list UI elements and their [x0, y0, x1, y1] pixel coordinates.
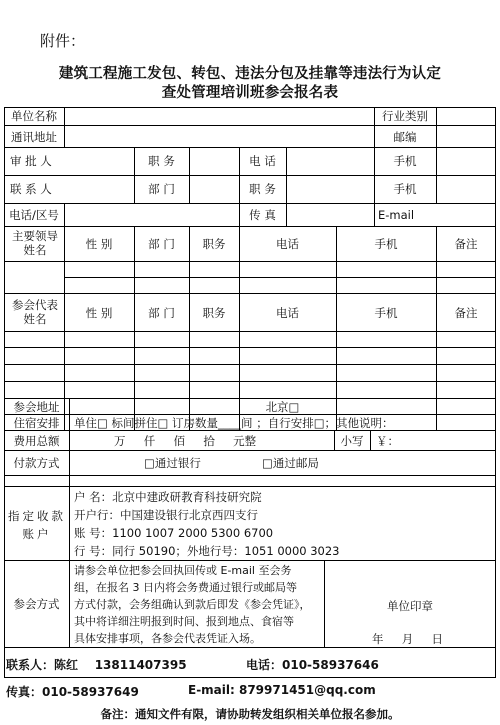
- approver-label: 审 批 人: [10, 154, 52, 168]
- payment-label: 付款方式: [13, 456, 60, 470]
- participation-line: 具体安排事项，各参会代表凭证入场。: [74, 632, 261, 645]
- participation-line: 方式付款，会务组确认到款后即发《参会凭证》，: [74, 598, 311, 611]
- account-number: 账 号：1100 1007 2000 5300 6700: [74, 526, 274, 540]
- account-code: 行 号：同行 50190；外地行号：1051 0000 3023: [74, 544, 340, 558]
- mobile-label: 手机: [393, 154, 417, 168]
- delegate-remark-header: 备注: [454, 306, 478, 320]
- leader-gender-header: 性 别: [85, 237, 113, 251]
- account-name: 户 名：北京中建政研教育科技研究院: [74, 490, 262, 504]
- bottom-note: 备注：通知文件有限，请协助转发组织相关单位报名参加。: [100, 707, 400, 721]
- leader-tel-header: 电话: [276, 237, 299, 251]
- seal-label: 单位印章: [387, 599, 433, 613]
- bank-option[interactable]: □通过银行: [144, 456, 201, 470]
- phone-label: 电 话: [249, 154, 276, 168]
- form-title-line1: 建筑工程施工发包、转包、违法分包及挂靠等违法行为认定: [58, 66, 442, 82]
- participation-line: 请参会单位把参会回执回传或 E-mail 至会务: [74, 564, 292, 577]
- contact-person-label: 联 系 人: [10, 182, 52, 196]
- participation-line: 其中将详细注明报到时间、报到地点、食宿等: [74, 615, 294, 628]
- leader-duty-header: 职务: [202, 237, 226, 251]
- venue-value: 北京□: [265, 400, 300, 414]
- lodging-options: 单住□ 标间拼住□ 订房数量____间 ；自行安排□；其他说明：: [74, 416, 394, 430]
- form-title-line2: 查处管理培训班参会报名表: [161, 85, 339, 101]
- leader-name-label: 主要领导姓名: [12, 229, 58, 257]
- amount-in-words: 万 仟 佰 拾 元整: [114, 434, 257, 448]
- participation-text: [74, 562, 324, 647]
- delegate-dept-header: 部 门: [148, 306, 175, 320]
- contact-fax: 传真：010-58937649: [6, 685, 139, 699]
- contact-person: 联系人：陈红 13811407395: [6, 658, 187, 672]
- seal-date: 年 月 日: [372, 632, 444, 646]
- position-label: 职 务: [148, 154, 175, 168]
- contact-position-label: 职 务: [249, 182, 276, 196]
- account-label: 指定收款账户: [8, 509, 66, 541]
- leader-mobile-header: 手机: [374, 237, 398, 251]
- venue-label: 参会地址: [13, 400, 60, 414]
- post-option[interactable]: □通过邮局: [262, 456, 319, 470]
- contact-email: E-mail: 879971451@qq.com: [188, 683, 376, 697]
- delegate-mobile-header: 手机: [374, 306, 398, 320]
- unit-name-label: 单位名称: [11, 109, 57, 123]
- tel-area-label: 电话/区号: [9, 208, 59, 222]
- total-fee-label: 费用总额: [13, 434, 60, 448]
- delegate-tel-header: 电话: [276, 306, 299, 320]
- participation-label: 参会方式: [13, 597, 60, 611]
- lodging-label: 住宿安排: [13, 416, 60, 430]
- participation-line: 组，在报名 3 日内将会务费通过银行或邮局等: [74, 581, 297, 594]
- contact-phone: 电话：010-58937646: [246, 658, 379, 672]
- fax-label: 传 真: [249, 208, 276, 222]
- email-label: E-mail: [378, 208, 415, 222]
- contact-mobile-label: 手机: [393, 182, 417, 196]
- address-label: 通讯地址: [11, 130, 57, 144]
- registration-table: [4, 107, 496, 678]
- delegate-name-label: 参会代表姓名: [12, 298, 58, 326]
- delegate-duty-header: 职务: [202, 306, 226, 320]
- yen-label: ￥：: [376, 434, 399, 448]
- department-label: 部 门: [148, 182, 175, 196]
- delegate-gender-header: 性 别: [85, 306, 113, 320]
- annex-label: 附件：: [40, 32, 86, 50]
- industry-label: 行业类别: [382, 109, 428, 123]
- postcode-label: 邮编: [393, 130, 417, 144]
- lowercase-label: 小写: [340, 434, 364, 448]
- leader-dept-header: 部 门: [148, 237, 175, 251]
- leader-remark-header: 备注: [454, 237, 478, 251]
- account-bank: 开户行：中国建设银行北京西四支行: [74, 508, 258, 522]
